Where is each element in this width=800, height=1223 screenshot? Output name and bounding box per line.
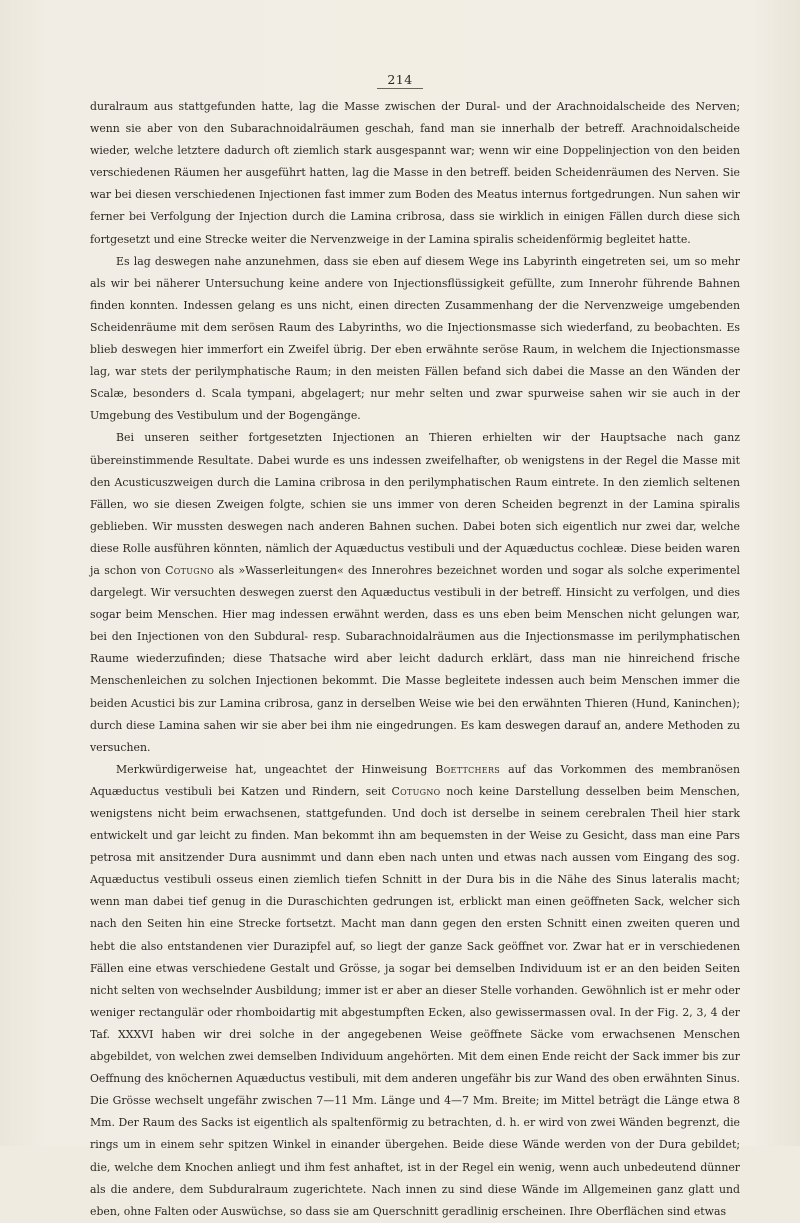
text-run: Merkwürdigerweise hat, ungeachtet der Hinweisung [116, 762, 436, 776]
paragraph [90, 96, 740, 251]
author-name: Cotugno [165, 563, 215, 577]
text-run: auf das Vorkommen des membranösen Aquæductus vestibuli bei Katzen und Rindern, seit [90, 762, 740, 798]
paragraph [90, 759, 740, 1223]
author-name: Boettchers [435, 762, 501, 776]
paragraph [90, 427, 740, 758]
text-run: Bei unseren seither fortgesetzten Injectionen an Thieren erhielten wir der Hauptsache nach ganz übereinstimmende Resultate. Dabei wurde es uns indessen zweifelhafter, ob wenigstens in der Regel die Masse mit den Acusticuszweigen durch die Lamina cribrosa in den perilymphatischen Raum eintrete. In den ziemlich seltenen Fällen, wo sie diesen Zweigen folgte, schien sie uns immer von deren Scheiden begrenzt in der Lamina spiralis geblieben. Wir mussten deswegen nach anderen Bahnen suchen. Dabei boten sich eigentlich nur zwei dar, welche diese Rolle ausführen könnten, nämlich der Aquæductus vestibuli und der Aquæductus cochleæ. Diese beiden waren ja schon von [90, 431, 740, 577]
author-name: Cotugno [391, 784, 441, 798]
page-number [0, 72, 800, 87]
text-run: als »Wasserleitungen« des Innerohres bezeichnet worden und sogar als solche experimentel dargelegt. Wir versuchten deswegen zuerst den Aquæductus vestibuli in der betreff. Hinsicht zu verfolgen, und dies sogar beim Menschen. Hier mag indessen erwähnt werden, dass es uns eben beim Menschen nicht gelungen war, bei den Injectionen von den Subdural- resp. Subarachnoidalräumen aus die Injectionsmasse im perilymphatischen Raume wiederzufinden; diese Thatsache wird aber leicht dadurch erklärt, dass man nie hinreichend frische Menschenleichen zu solchen Injectionen bekommt. Die Masse begleitete indessen auch beim Menschen immer die beiden Acustici bis zur Lamina cribrosa, ganz in derselben Weise wie bei den erwähnten Thieren (Hund, Kaninchen); durch diese Lamina sahen wir sie aber bei ihm nie eingedrungen. Es kam deswegen darauf an, andere Methoden zu versuchen. [90, 563, 740, 754]
body-text [90, 96, 740, 1223]
page-number-text: 214 [377, 72, 422, 89]
paragraph [90, 251, 740, 428]
text-run: duralraum aus stattgefunden hatte, lag die Masse zwischen der Dural- und der Arachnoidalscheide des Nerven; wenn sie aber von den Subarachnoidalräumen geschah, fand man sie innerhalb der betreff. Arachnoidalscheide wieder, welche letztere dadurch oft ziemlich stark ausgespannt war; wenn wir eine Doppelinjection von den beiden verschiedenen Räumen her ausgeführt hatten, lag die Masse in den betreff. beiden Scheidenräumen des Nerven. Sie war bei diesen verschiedenen Injectionen fast immer zum Boden des Meatus internus fortgedrungen. Nun sahen wir ferner bei Verfolgung der Injection durch die Lamina cribrosa, dass sie wirklich in einigen Fällen durch diese sich fortgesetzt und eine Strecke weiter die Nervenzweige in der Lamina spiralis scheidenförmig begleitet hatte. [90, 100, 740, 246]
text-run: noch keine Darstellung desselben beim Menschen, wenigstens nicht beim erwachsenen, stattgefunden. Und doch ist derselbe in seinem cerebralen Theil hier stark entwickelt und gar leicht zu finden. Man bekommt ihn am bequemsten in der Weise zu Gesicht, dass man eine Pars petrosa mit ansitzender Dura ausnimmt und dann eben nach unten und etwas nach aussen vom Eingang des sog. Aquæductus vestibuli osseus einen ziemlich tiefen Schnitt in der Dura bis in die Nähe des Sinus lateralis macht; wenn man dabei tief genug in die Duraschichten gedrungen ist, erblickt man einen geöffneten Sack, welcher sich nach den Seiten hin eine Strecke fortsetzt. Macht man dann gegen den ersten Schnitt einen zweiten queren und hebt die also entstandenen vier Durazipfel auf, so liegt der ganze Sack geöffnet vor. Zwar hat er in verschiedenen Fällen eine etwas verschiedene Gestalt und Grösse, ja sogar bei demselben Individuum ist er an den beiden Seiten nicht selten von wechselnder Ausbildung; immer ist er aber an dieser Stelle vorhanden. Gewöhnlich ist er mehr oder weniger rectangulär oder rhomboidartig mit abgestumpften Ecken, also gewissermassen oval. In der Fig. 2, 3, 4 der Taf. XXXVI haben wir drei solche in der angegebenen Weise geöffnete Säcke vom erwachsenen Menschen abgebildet, von welchen zwei demselben Individuum angehörten. Mit dem einen Ende reicht der Sack immer bis zur Oeffnung des knöchernen Aquæductus vestibuli, mit dem anderen ungefähr bis zur Wand des oben erwähnten Sinus. Die Grösse wechselt ungefähr zwischen 7—11 Mm. Länge und 4—7 Mm. Breite; im Mittel beträgt die Länge etwa 8 Mm. Der Raum des Sacks ist eigentlich als spaltenförmig zu betrachten, d. h. er wird von zwei Wänden begrenzt, die rings um in einem sehr spitzen Winkel in einander übergehen. Beide diese Wände werden von der Dura gebildet; die, welche dem Knochen anliegt und ihm fest anhaftet, ist in der Regel ein wenig, wenn auch unbedeutend dünner als die andere, dem Subduralraum zugerichtete. Nach innen zu sind diese Wände im Allgemeinen ganz glatt und eben, ohne Falten oder Auswüchse, so dass sie am Querschnitt geradlinig erscheinen. Ihre Oberflächen sind etwas [90, 784, 740, 1218]
text-run: Es lag deswegen nahe anzunehmen, dass sie eben auf diesem Wege ins Labyrinth eingetreten sei, um so mehr als wir bei näherer Untersuchung keine andere von Injectionsflüssigkeit gefüllte, zum Innerohr führende Bahnen finden konnten. Indessen gelang es uns nicht, einen directen Zusammenhang der die Nervenzweige umgebenden Scheidenräume mit dem serösen Raum des Labyrinths, wo die Injectionsmasse sich wiederfand, zu beobachten. Es blieb deswegen hier immerfort ein Zweifel übrig. Der eben erwähnte seröse Raum, in welchem die Injectionsmasse lag, war stets der perilymphatische Raum; in den meisten Fällen befand sich dabei die Masse an den Wänden der Scalæ, besonders d. Scala tympani, abgelagert; nur mehr selten und zwar spurweise sahen wir sie auch in der Umgebung des Vestibulum und der Bogengänge. [90, 254, 740, 423]
